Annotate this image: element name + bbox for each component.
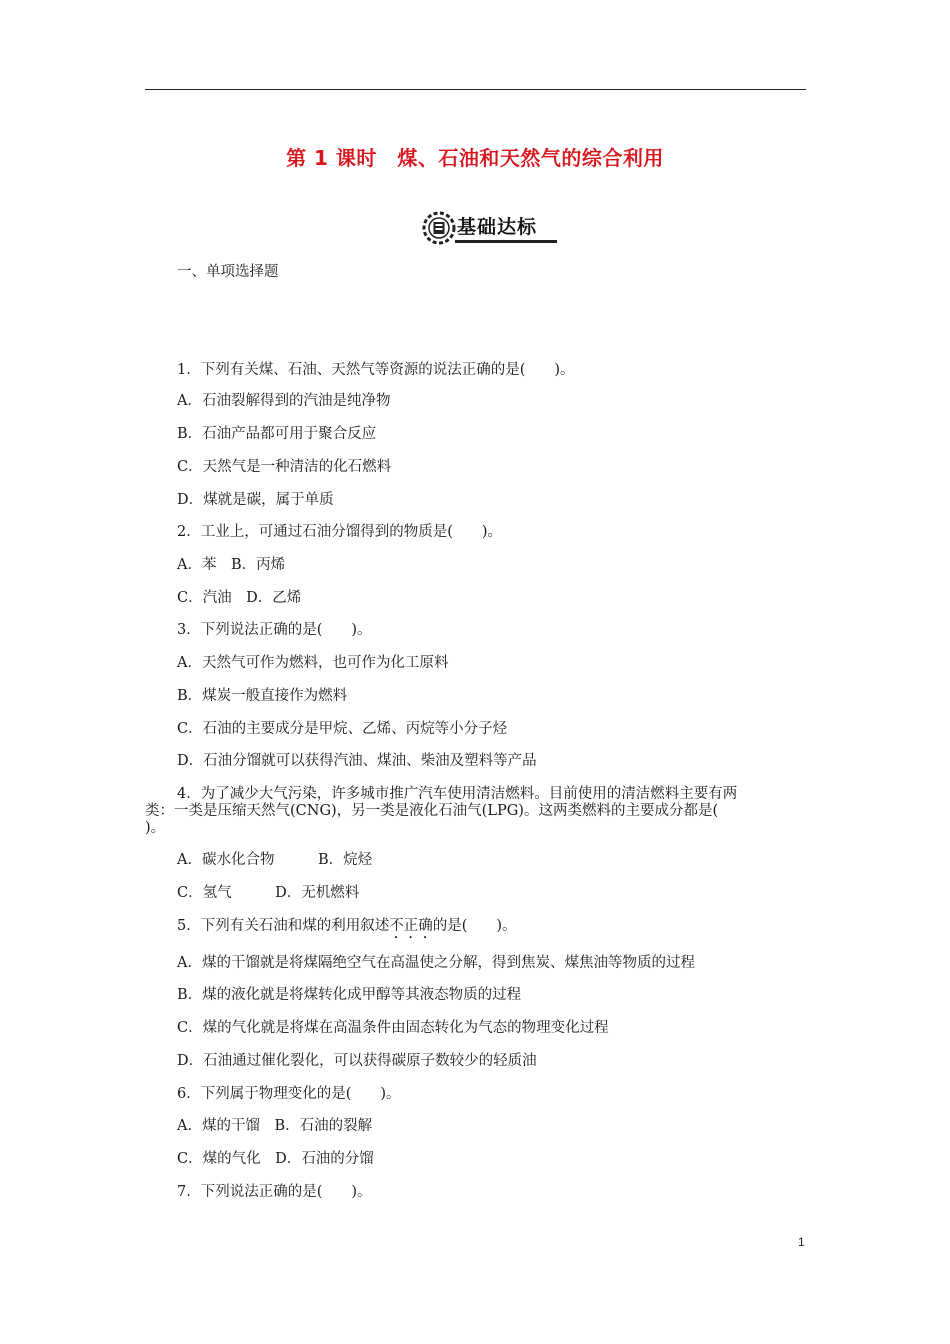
badge-underline (455, 240, 557, 243)
question-stem (177, 918, 517, 942)
question-option: C．氢气 D．无机燃料 (177, 885, 360, 901)
question-option: B．煤炭一般直接作为燃料 (177, 688, 348, 704)
emphasized-text: 不正确 (389, 918, 433, 934)
question-stem: 7．下列说法正确的是( )。 (177, 1184, 372, 1200)
question-stem: 6．下列属于物理变化的是( )。 (177, 1086, 401, 1102)
question-option: A．碳水化合物 B．烷烃 (177, 852, 373, 868)
question-stem: 3．下列说法正确的是( )。 (177, 622, 372, 638)
section-heading: 一、单项选择题 (177, 264, 279, 280)
question-option: B．煤的液化就是将煤转化成甲醇等其液态物质的过程 (177, 987, 522, 1003)
page-number: 1 (798, 1235, 805, 1249)
question-stem: 1．下列有关煤、石油、天然气等资源的说法正确的是( )。 (177, 362, 575, 378)
page-title: 第 1 课时 煤、石油和天然气的综合利用 (286, 146, 664, 170)
question-option: C．煤的气化就是将煤在高温条件由固态转化为气态的物理变化过程 (177, 1020, 609, 1036)
question-option: A．煤的干馏 B．石油的裂解 (177, 1118, 373, 1134)
question-stem-pre: 5．下列有关石油和煤的利用叙述 (177, 918, 390, 934)
question-option: A．石油裂解得到的汽油是纯净物 (177, 393, 391, 409)
badge-label: 基础达标 (457, 216, 538, 238)
question-stem: 4．为了减少大气污染，许多城市推广汽车使用清洁燃料。目前使用的清洁燃料主要有两 (177, 786, 738, 802)
question-option: C．汽油 D．乙烯 (177, 590, 302, 606)
question-option: A．苯 B．丙烯 (177, 557, 286, 573)
question-stem: 2．工业上，可通过石油分馏得到的物质是( )。 (177, 524, 503, 540)
question-option: A．煤的干馏就是将煤隔绝空气在高温使之分解，得到焦炭、煤焦油等物质的过程 (177, 955, 695, 971)
section-badge (421, 208, 561, 248)
question-option: A．天然气可作为燃料，也可作为化工原料 (177, 655, 449, 671)
question-stem-continued: )。 (145, 820, 166, 836)
question-option: C．天然气是一种清洁的化石燃料 (177, 459, 392, 475)
header-rule (145, 89, 806, 90)
question-option: C．石油的主要成分是甲烷、乙烯、丙烷等小分子烃 (177, 721, 508, 737)
question-option: B．石油产品都可用于聚合反应 (177, 426, 377, 442)
question-option: D．石油通过催化裂化，可以获得碳原子数较少的轻质油 (177, 1053, 537, 1069)
question-stem-post: 的是( )。 (432, 918, 517, 934)
question-stem-continued: 类：一类是压缩天然气(CNG)，另一类是液化石油气(LPG)。这两类燃料的主要成分都是( (145, 803, 719, 819)
gear-emblem-icon (421, 208, 457, 248)
question-option: D．煤就是碳，属于单质 (177, 492, 334, 508)
question-option: D．石油分馏就可以获得汽油、煤油、柴油及塑料等产品 (177, 753, 537, 769)
question-option: C．煤的气化 D．石油的分馏 (177, 1151, 374, 1167)
